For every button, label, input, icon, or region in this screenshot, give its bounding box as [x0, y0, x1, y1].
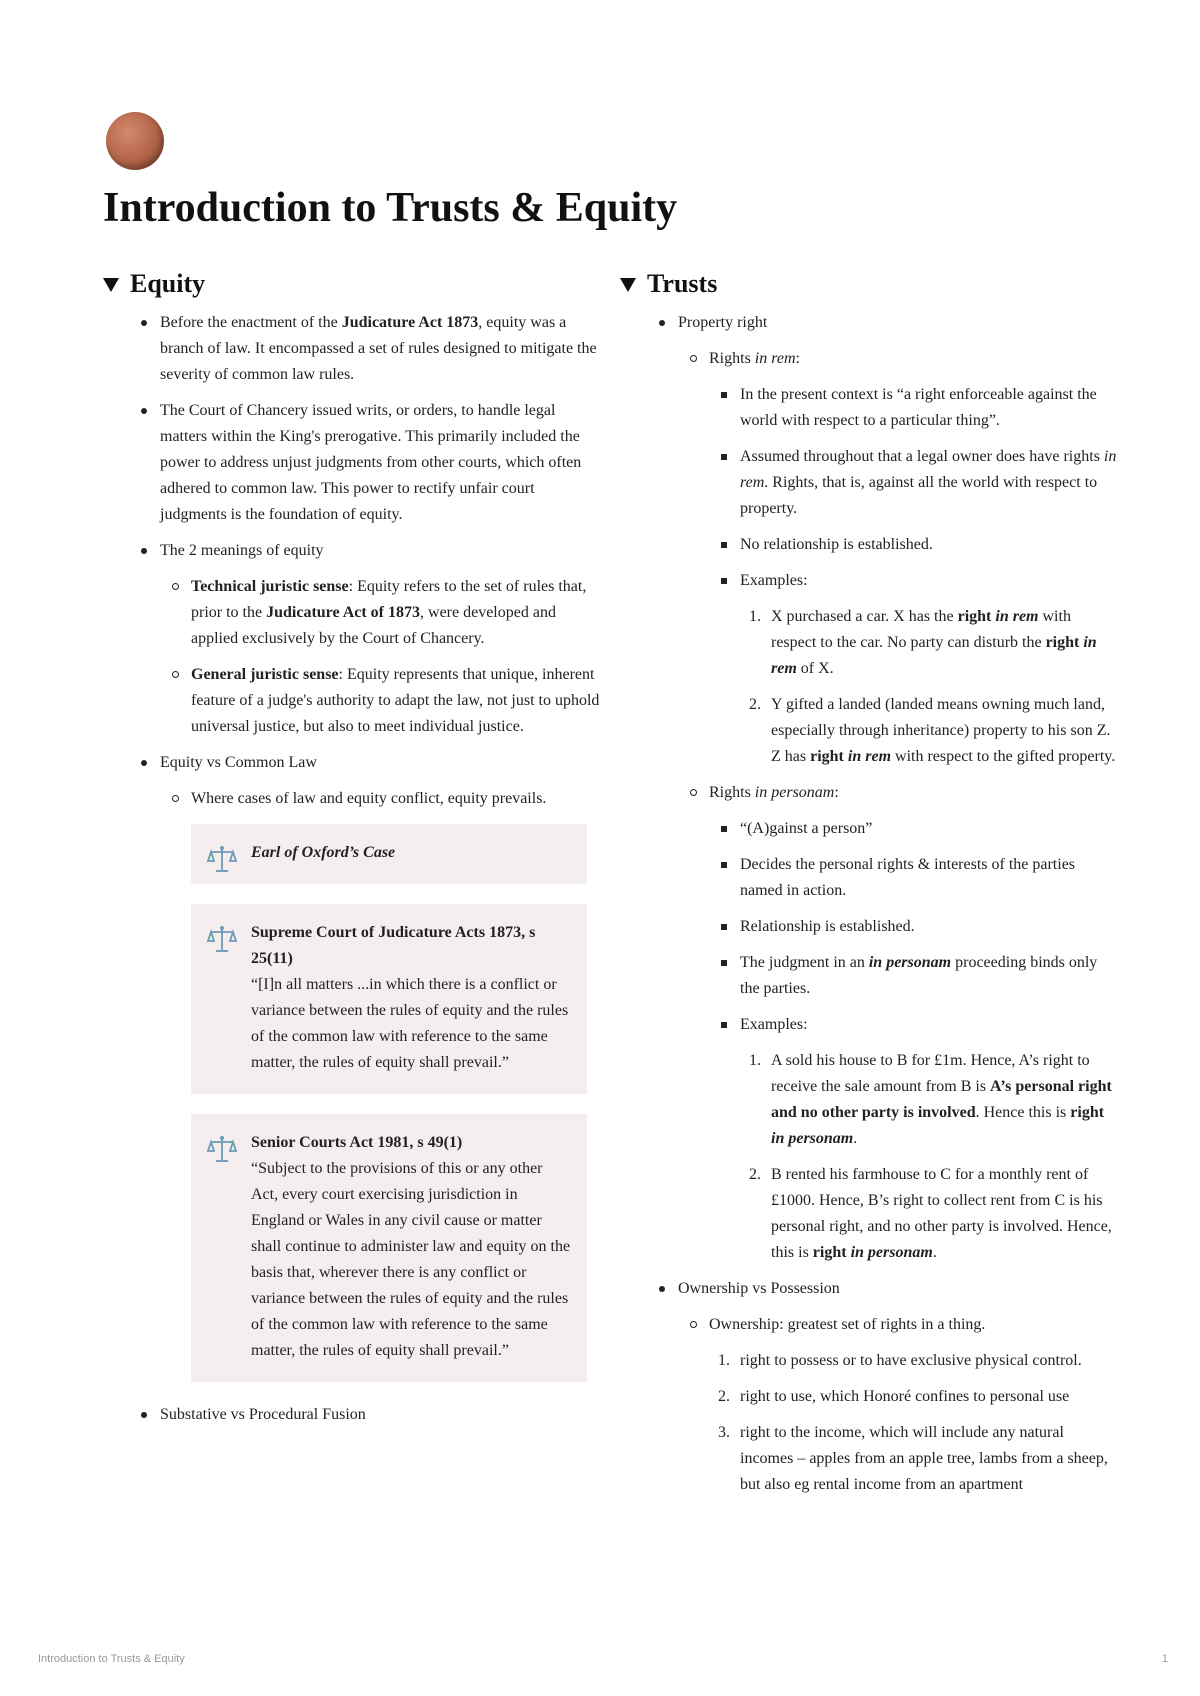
list-item: “(A)gainst a person”: [740, 816, 1120, 842]
list-item: Relationship is established.: [740, 914, 1120, 940]
balance-scale-icon: [207, 924, 237, 954]
list-item: Y gifted a landed (landed means owning much land, especially through inheritance) property to his son Z. Z has right in rem with respect to the gifted property.: [771, 696, 1116, 765]
list-item: B rented his farmhouse to C for a monthly rent of £1000. Hence, B’s right to collect rent from C is his personal right, and no other party is involved. Hence, this is right in personam.: [771, 1166, 1112, 1261]
footer-title: Introduction to Trusts & Equity: [38, 1653, 185, 1665]
callout-title: Earl of Oxford’s Case: [251, 844, 396, 861]
callout-body: “[I]n all matters ...in which there is a conflict or variance between the rules of equity and the rules of the common law with reference to the same matter, the rules of equity shall prevail.”: [251, 976, 569, 1071]
list-item: Rights in personam: “(A)gainst a person” Decides the personal rights & interests of the parties named in action. Relationship is established. The judgment in an in personam proceeding binds only the parties. Examples: A sold his house to B for £1m. Hence, A’s right to receive the sale amount from B is A’s personal right and no other party is involved. Hence this is right in personam. B rented his farmhouse to C for a monthly rent of £1000. Hence, B’s right to collect rent from C is his personal right, and no other party is involved. Hence, this is right in personam.: [709, 780, 1120, 1266]
list-item: right to possess or to have exclusive physical control.: [740, 1352, 1082, 1369]
list-item: A sold his house to B for £1m. Hence, A’s right to receive the sale amount from B is A’s personal right and no other party is involved. Hence this is right in personam.: [771, 1052, 1112, 1147]
trusts-heading: Trusts: [647, 269, 718, 298]
list-item: X purchased a car. X has the right in rem with respect to the car. No party can disturb the right in rem of X.: [771, 608, 1097, 677]
equity-list: [103, 310, 603, 1428]
callout-earl-of-oxford: [191, 824, 587, 884]
trusts-toggle[interactable]: [620, 266, 1120, 302]
list-item: right to the income, which will include any natural incomes – apples from an apple tree, lambs from a sheep, but also eg rental income from an apartment: [740, 1424, 1108, 1493]
balance-scale-icon: [207, 1134, 237, 1164]
page-title: Introduction to Trusts & Equity: [103, 185, 678, 231]
list-item: Substative vs Procedural Fusion: [160, 1402, 603, 1428]
callout-title: Supreme Court of Judicature Acts 1873, s 25(11): [251, 924, 536, 967]
list-item: The judgment in an in personam proceeding binds only the parties.: [740, 950, 1120, 1002]
list-item: Assumed throughout that a legal owner does have rights in rem. Rights, that is, against all the world with respect to property.: [740, 444, 1120, 522]
list-item: Examples: X purchased a car. X has the right in rem with respect to the car. No party can disturb the right in rem of X. Y gifted a landed (landed means owning much land, especially through inheritance) property to his son Z. Z has right in rem with respect to the gifted property.: [740, 568, 1120, 770]
list-item: Where cases of law and equity conflict, equity prevails. Earl of Oxford’s Case Supreme Court of Judicature Acts 1873, s 25(11) “[I]n all matters ...in which there is a conflict or variance between the rules of equity and the rules of the common law with reference to the same matter, the rules of equity shall prevail.” Senior Courts Act 1981, s 49(1) “Subject to the provisions of this or any other Act, every court exercising jurisdiction in England or Wales in any civil cause or matter shall continue to administer law and equity on the basis that, wherever there is any conflict or variance between the rules of equity and the rules of the common law with reference to the same matter, the rules of equity shall prevail.”: [191, 786, 603, 1382]
list-item: In the present context is “a right enforceable against the world with respect to a particular thing”.: [740, 382, 1120, 434]
toggle-triangle-icon[interactable]: [103, 278, 119, 292]
list-item: Ownership vs Possession Ownership: greatest set of rights in a thing. right to possess or to have exclusive physical control. right to use, which Honoré confines to personal use right to the income, which will include any natural incomes – apples from an apple tree, lambs from a sheep, but also eg rental income from an apartment: [678, 1276, 1120, 1498]
toggle-triangle-icon[interactable]: [620, 278, 636, 292]
trusts-column: [620, 266, 1120, 1508]
list-item: No relationship is established.: [740, 532, 1120, 558]
list-item: Equity vs Common Law Where cases of law and equity conflict, equity prevails. Earl of Oxford’s Case Supreme Court of Judicature Acts 1873, s 25(11) “[I]n all matters ...in which there is a conflict or variance between the rules of equity and the rules of the common law with reference to the same matter, the rules of equity shall prevail.” Senior Courts Act 1981, s 49(1) “Subject to the provisions of this or any other Act, every court exercising jurisdiction in England or Wales in any civil cause or matter shall continue to administer law and equity on the basis that, wherever there is any conflict or variance between the rules of equity and the rules of the common law with reference to the same matter, the rules of equity shall prevail.”: [160, 750, 603, 1382]
equity-column: [103, 266, 603, 1438]
list-item: Property right Rights in rem: In the present context is “a right enforceable against the world with respect to a particular thing”. Assumed throughout that a legal owner does have rights in rem. Rights, that is, against all the world with respect to property. No relationship is established. Examples: X purchased a car. X has the right in rem with respect to the car. No party can disturb the right in rem of X. Y gifted a landed (landed means owning much land, especially through inheritance) property to his son Z. Z has right in rem with respect to the gifted property. Rights in personam: “(A)gainst a person” Decides the personal rights & interests of the parties named in action. Relationship is established. The judgment in an in personam proceeding binds only the parties. Examples: A sold his house to B for £1m. Hence, A’s right to receive the sale amount from B is A’s personal right and no other party is involved. Hence this is right in personam. B rented his farmhouse to C for a monthly rent of £1000. Hence, B’s right to collect rent from C is his personal right, and no other party is involved. Hence, this is right in personam.: [678, 310, 1120, 1266]
list-item: right to use, which Honoré confines to personal use: [740, 1388, 1070, 1405]
list-item: General juristic sense: Equity represents that unique, inherent feature of a judge's authority to adapt the law, not just to uphold universal justice, but also to meet individual justice.: [191, 662, 603, 740]
list-item: Rights in rem: In the present context is “a right enforceable against the world with respect to a particular thing”. Assumed throughout that a legal owner does have rights in rem. Rights, that is, against all the world with respect to property. No relationship is established. Examples: X purchased a car. X has the right in rem with respect to the car. No party can disturb the right in rem of X. Y gifted a landed (landed means owning much land, especially through inheritance) property to his son Z. Z has right in rem with respect to the gifted property.: [709, 346, 1120, 770]
callout-senior-courts-act: [191, 1114, 587, 1382]
list-item: Decides the personal rights & interests of the parties named in action.: [740, 852, 1120, 904]
page-emoji-icon: [106, 112, 164, 170]
balance-scale-icon: [207, 844, 237, 874]
list-item: Before the enactment of the Judicature Act 1873, equity was a branch of law. It encompassed a set of rules designed to mitigate the severity of common law rules.: [160, 310, 603, 388]
trusts-list: [620, 310, 1120, 1498]
callout-body: “Subject to the provisions of this or any other Act, every court exercising jurisdiction in England or Wales in any civil cause or matter shall continue to administer law and equity on the basis that, wherever there is any conflict or variance between the rules of equity and the rules of the common law with reference to the same matter, the rules of equity shall prevail.”: [251, 1160, 571, 1359]
callout-judicature-acts: [191, 904, 587, 1094]
list-item: Technical juristic sense: Equity refers to the set of rules that, prior to the Judicature Act of 1873, were developed and applied exclusively by the Court of Chancery.: [191, 574, 603, 652]
page-number: 1: [1161, 1653, 1168, 1665]
list-item: Ownership: greatest set of rights in a thing. right to possess or to have exclusive physical control. right to use, which Honoré confines to personal use right to the income, which will include any natural incomes – apples from an apple tree, lambs from a sheep, but also eg rental income from an apartment: [709, 1312, 1120, 1498]
equity-toggle[interactable]: [103, 266, 603, 302]
list-item: The Court of Chancery issued writs, or orders, to handle legal matters within the King's prerogative. This primarily included the power to address unjust judgments from other courts, which often adhered to common law. This power to rectify unfair court judgments is the foundation of equity.: [160, 398, 603, 528]
list-item: The 2 meanings of equity Technical juristic sense: Equity refers to the set of rules that, prior to the Judicature Act of 1873, were developed and applied exclusively by the Court of Chancery. General juristic sense: Equity represents that unique, inherent feature of a judge's authority to adapt the law, not just to uphold universal justice, but also to meet individual justice.: [160, 538, 603, 740]
list-item: Examples: A sold his house to B for £1m. Hence, A’s right to receive the sale amount from B is A’s personal right and no other party is involved. Hence this is right in personam. B rented his farmhouse to C for a monthly rent of £1000. Hence, B’s right to collect rent from C is his personal right, and no other party is involved. Hence, this is right in personam.: [740, 1012, 1120, 1266]
equity-heading: Equity: [130, 269, 206, 298]
callout-title: Senior Courts Act 1981, s 49(1): [251, 1134, 463, 1151]
